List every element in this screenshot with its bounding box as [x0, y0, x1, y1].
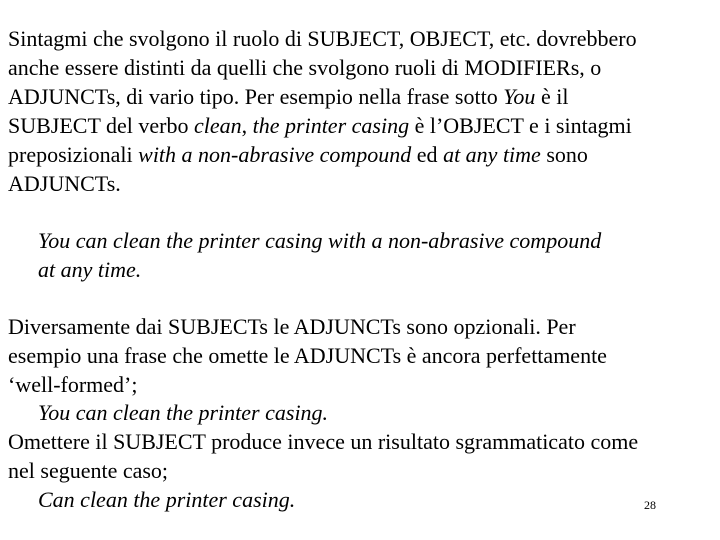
para1-line4-text-e: è l’OBJECT e i sintagmi: [409, 113, 632, 138]
para1-line5-text-a: preposizionali: [8, 142, 139, 167]
para2-line3: ‘well-formed’;: [8, 372, 138, 397]
para1-line3-italic-you: You: [503, 84, 536, 109]
para1-line4-italic-clean: clean: [193, 113, 242, 138]
para1-line5-text-c: ed: [411, 142, 444, 167]
para3-line1: Omettere il SUBJECT produce invece un risultato sgrammaticato come: [8, 429, 639, 454]
para1-line5-italic-with: with a non-abrasive compound: [138, 142, 412, 167]
para1-line4: [8, 113, 632, 139]
example1-line2: at any time.: [38, 257, 142, 282]
para2-line2: esempio una frase che omette le ADJUNCTs è ancora perfettamente: [8, 343, 607, 368]
example2: You can clean the printer casing.: [38, 400, 329, 425]
para1-line4-text-a: SUBJECT del verbo: [8, 113, 194, 138]
para1-line5-italic-at: at any time: [443, 142, 541, 167]
para1-line5-text-e: sono: [540, 142, 588, 167]
example1-line1: You can clean the printer casing with a non-abrasive compound: [38, 228, 602, 253]
para1-line3-text-c: è il: [535, 84, 569, 109]
para2-line1: Diversamente dai SUBJECTs le ADJUNCTs sono opzionali. Per: [8, 314, 576, 339]
para1-line1: Sintagmi che svolgono il ruolo di SUBJECT, OBJECT, etc. dovrebbero: [8, 26, 637, 51]
para1-line2: anche essere distinti da quelli che svolgono ruoli di MODIFIERs, o: [8, 55, 602, 80]
para1-line6: ADJUNCTs.: [8, 171, 121, 196]
para3-line2: nel seguente caso;: [8, 458, 169, 483]
example3: Can clean the printer casing.: [38, 487, 296, 512]
para1-line3-text-a: ADJUNCTs, di vario tipo. Per esempio nella frase sotto: [8, 84, 504, 109]
para1-line3: [8, 84, 568, 110]
para1-line5: [8, 142, 588, 168]
para1-line4-text-c: ,: [241, 113, 253, 138]
page-number: 28: [644, 498, 656, 512]
para1-line4-italic-object: the printer casing: [252, 113, 410, 138]
